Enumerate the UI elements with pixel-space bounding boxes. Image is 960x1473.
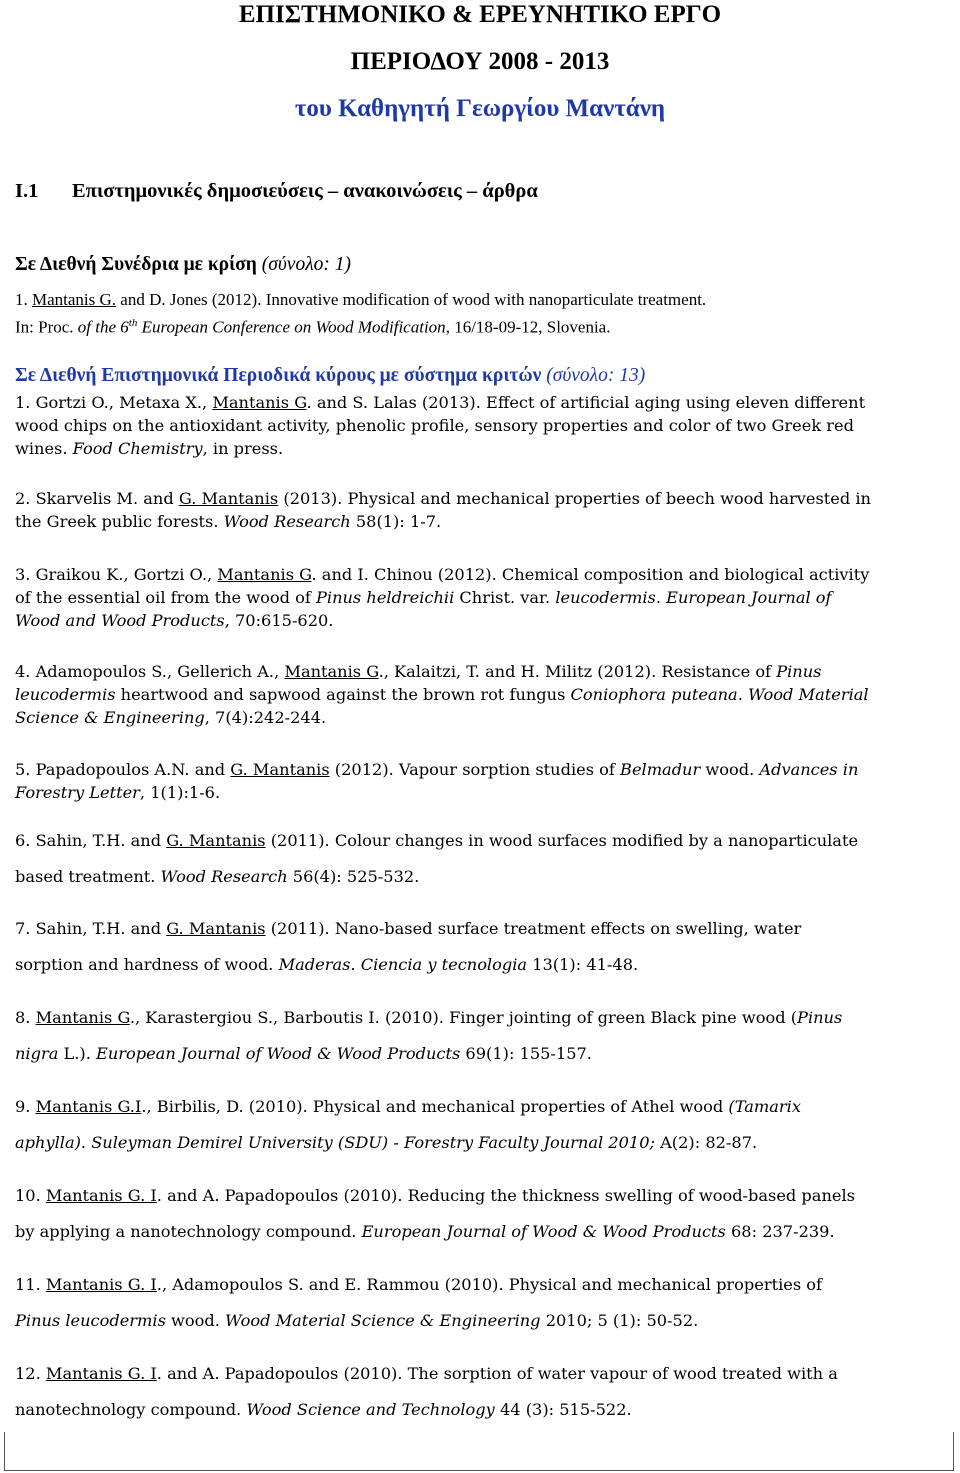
reference-text: ., Kalaitzi, T. and H. Militz (2012). Resistance of [378, 662, 777, 681]
reference-text: 5. Papadopoulos A.N. and [15, 760, 231, 779]
conferences-count: (σύνολο: 1) [261, 254, 352, 275]
journal-name: European Journal of Wood & Wood Products [361, 1222, 726, 1241]
reference-text: ., Karastergiou S., Barboutis I. (2010). Finger jointing of green Black pine wood ( [129, 1008, 798, 1027]
species-name: leucodermis [555, 587, 656, 607]
reference-text: sorption and hardness of wood. [15, 955, 279, 974]
species-name: leucodermis [15, 684, 116, 704]
journal-reference-5 [15, 759, 945, 805]
author-highlight: Mantanis G [35, 1008, 130, 1027]
reference-text: 12. [15, 1364, 46, 1383]
reference-number: 1. [15, 290, 28, 309]
reference-text: . and S. Lalas (2013). Effect of artificial aging using eleven different [306, 393, 866, 412]
author-highlight: G. Mantanis [166, 831, 266, 850]
section-title: Επιστημονικές δημοσιεύσεις – ανακοινώσεις – άρθρα [72, 180, 538, 202]
journal-name: Food Chemistry [72, 438, 203, 458]
superscript: th [128, 316, 138, 329]
document-title-line-3: του Καθηγητή Γεωργίου Μαντάνη [294, 95, 666, 122]
journal-reference-4 [15, 661, 945, 729]
author-highlight: G. Mantanis [166, 919, 266, 938]
journal-name: Advances in [759, 760, 859, 779]
journal-reference-6 [15, 823, 945, 895]
reference-text: 8. [15, 1008, 36, 1027]
author-highlight: Mantanis G. I [45, 1186, 157, 1205]
reference-text: wood. [165, 1311, 226, 1330]
reference-text: In: Proc. [15, 317, 74, 337]
reference-text: 68: 237-239. [725, 1222, 835, 1241]
species-name: Coniophora puteana [570, 684, 738, 704]
journal-name: Wood Material [748, 684, 869, 704]
reference-text: 13(1): 41-48. [527, 955, 639, 974]
author-highlight: Mantanis G. I [45, 1275, 157, 1294]
journals-heading [15, 364, 645, 388]
reference-text: (2012). Vapour sorption studies of [329, 760, 621, 779]
reference-text: 56(4): 525-532. [287, 867, 420, 886]
reference-text: nanotechnology compound. [15, 1400, 247, 1419]
journal-reference-1 [15, 392, 945, 460]
page-frame-border [4, 1432, 954, 1471]
reference-text: 7. Sahin, T.H. and [15, 919, 167, 938]
reference-text: 1. Gortzi O., Metaxa X., [15, 393, 213, 412]
journals-heading-text: Σε Διεθνή Επιστημονικά Περιοδικά κύρους με σύστημα κριτών [15, 365, 542, 386]
conference-reference-1 [15, 289, 945, 339]
journal-reference-11 [15, 1267, 945, 1339]
author-highlight: Mantanis G [217, 565, 312, 584]
conferences-heading-text: Σε Διεθνή Συνέδρια με κρίση [15, 254, 257, 275]
journal-name: Wood Research [223, 511, 351, 531]
journal-reference-8 [15, 1000, 945, 1072]
species-name: nigra [15, 1044, 59, 1063]
reference-text: . and I. Chinou (2012). Chemical composition and biological activity [311, 565, 870, 584]
species-name: Pinus [797, 1008, 843, 1027]
reference-text: 3. Graikou K., Gortzi O., [15, 565, 218, 584]
reference-text: , 70:615-620. [224, 610, 334, 630]
reference-text: . [655, 587, 667, 607]
reference-text: Christ. var. [454, 587, 556, 607]
author-highlight: Mantanis G. I [45, 1364, 157, 1383]
species-name: Pinus [776, 662, 822, 681]
reference-text: ., Birbilis, D. (2010). Physical and mechanical properties of Athel wood [141, 1097, 729, 1116]
reference-text: A(2): 82-87. [654, 1133, 758, 1152]
reference-text: by applying a nanotechnology compound. [15, 1222, 362, 1241]
species-name: (Tamarix [728, 1097, 801, 1116]
reference-text: of the 6 [73, 317, 129, 337]
reference-text: and D. Jones (2012). Innovative modification of wood with nanoparticulate treatment. [116, 290, 707, 309]
journal-reference-12 [15, 1356, 945, 1428]
reference-text: , 1(1):1-6. [139, 782, 221, 802]
reference-text: . [737, 684, 748, 704]
reference-text: , in press. [202, 438, 284, 458]
document-title-line-2: ΠΕΡΙΟΔΟΥ 2008 - 2013 [350, 48, 610, 75]
journal-name: European Journal of [666, 587, 832, 607]
author-highlight: Mantanis G. [32, 290, 117, 309]
reference-text: L.). [58, 1044, 97, 1063]
reference-text: 10. [15, 1186, 46, 1205]
author-highlight: Mantanis G [212, 393, 307, 412]
reference-text: (2011). Colour changes in wood surfaces modified by a nanoparticulate [265, 831, 859, 850]
journal-name: Maderas. Ciencia y tecnologia [278, 955, 528, 974]
author-highlight: Mantanis G [284, 662, 379, 681]
species-name: Pinus heldreichii [316, 587, 455, 607]
conference-name: European Conference on Wood Modification [137, 317, 446, 337]
author-highlight: Mantanis G.I [35, 1097, 142, 1116]
journal-name: Wood Science and Technology [246, 1400, 495, 1419]
journal-reference-2 [15, 488, 945, 534]
reference-text: (2013). Physical and mechanical properties of beech wood harvested in [278, 489, 871, 508]
reference-text: (2011). Nano-based surface treatment effects on swelling, water [265, 919, 802, 938]
journal-name: Wood Research [160, 867, 288, 886]
reference-text: 2. Skarvelis M. and [15, 489, 179, 508]
reference-text: wood. [700, 760, 760, 779]
journal-name: Suleyman Demirel University (SDU) - Forestry Faculty Journal 2010; [86, 1133, 655, 1152]
species-name: Pinus leucodermis [15, 1311, 166, 1330]
journal-reference-3 [15, 564, 945, 632]
journal-name: European Journal of Wood & Wood Products [96, 1044, 461, 1063]
species-name: aphylla). [15, 1133, 87, 1152]
journal-name: Wood and Wood Products [15, 610, 225, 630]
reference-text: based treatment. [15, 867, 161, 886]
reference-text: , 7(4):242-244. [204, 707, 327, 727]
author-highlight: G. Mantanis [230, 760, 330, 779]
reference-text: of the essential oil from the wood of [15, 587, 317, 607]
author-highlight: G. Mantanis [178, 489, 279, 508]
reference-text: the Greek public forests. [15, 511, 224, 531]
reference-text: 6. Sahin, T.H. and [15, 831, 167, 850]
document-title-line-1: ΕΠΙΣΤΗΜΟΝΙΚΟ & ΕΡΕΥΝΗΤΙΚΟ ΕΡΓΟ [238, 1, 722, 28]
reference-text: 44 (3): 515-522. [494, 1400, 632, 1419]
reference-text: ., Adamopoulos S. and E. Rammou (2010). Physical and mechanical properties of [156, 1275, 823, 1294]
reference-text: wines. [15, 438, 73, 458]
journals-count: (σύνολο: 13) [546, 365, 646, 386]
reference-text: 58(1): 1-7. [350, 511, 442, 531]
reference-text: 11. [15, 1275, 46, 1294]
reference-text: . and A. Papadopoulos (2010). The sorption of water vapour of wood treated with a [156, 1364, 838, 1383]
reference-text: 2010; 5 (1): 50-52. [540, 1311, 699, 1330]
product-name: Belmadur [620, 760, 701, 779]
journal-reference-10 [15, 1178, 945, 1250]
reference-text: . and A. Papadopoulos (2010). Reducing the thickness swelling of wood-based panels [156, 1186, 855, 1205]
reference-text: , 16/18-09-12, Slovenia. [445, 317, 611, 337]
journal-name: Forestry Letter [15, 782, 140, 802]
journal-reference-9 [15, 1089, 945, 1161]
reference-text: 4. Adamopoulos S., Gellerich A., [15, 662, 285, 681]
conferences-heading [15, 253, 351, 277]
journal-name: Wood Material Science & Engineering [225, 1311, 541, 1330]
journal-reference-7 [15, 911, 945, 983]
reference-text: heartwood and sapwood against the brown rot fungus [115, 684, 571, 704]
journal-name: Science & Engineering [15, 707, 205, 727]
reference-text: 9. [15, 1097, 36, 1116]
reference-text: 69(1): 155-157. [460, 1044, 592, 1063]
section-number: I.1 [15, 180, 39, 202]
reference-text: wood chips on the antioxidant activity, phenolic profile, sensory properties and color of two Greek red [15, 415, 854, 435]
section-heading [15, 178, 538, 204]
